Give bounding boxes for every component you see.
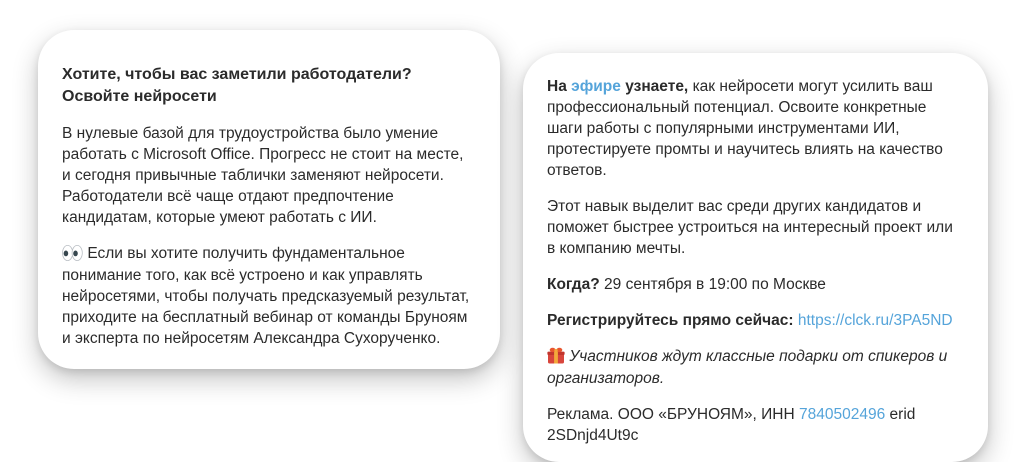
cta-paragraph [62,243,470,349]
intro-bold-end: узнаете, [625,78,689,95]
benefit-paragraph [547,196,962,259]
inn-link[interactable]: 7840502496 [799,405,886,423]
intro-rest-text: как нейросети могут усилить ваш профессиональный потенциал. Освоите конкретные шаги работы с популярными инструментами ИИ, протестируете промты и научитесь влиять на качество ответов. [547,78,943,179]
ad-disclaimer-line [547,404,962,446]
when-line [547,274,962,295]
intro-text: В нулевые базой для трудоустройства было умение работать с Microsoft Office. Прогресс не стоит на месте, и сегодня привычные таблички заменяют нейросети. Работодатели всё чаще отдают предпочтение кандидатам, которые умеют работать с ИИ. [62,125,464,226]
when-label: Когда? [547,276,600,293]
register-line [547,310,962,331]
intro-bold-start: На [547,78,567,95]
register-label: Регистрируйтесь прямо сейчас: [547,312,794,329]
gift-paragraph [547,346,962,389]
registration-link[interactable]: https://clck.ru/3PA5ND [797,312,953,329]
gift-emoji [547,347,565,368]
ad-prefix-text: Реклама. ООО «БРУНОЯМ», ИНН [547,405,795,423]
ad-suffix-text: erid 2SDnjd4Ut9c [547,405,916,444]
message-card-left [38,30,500,369]
message-card-right [523,53,988,462]
gift-note-text: Участников ждут классные подарки от спикеров и организаторов. [547,348,948,387]
webinar-intro-paragraph [547,76,962,181]
when-value: 29 сентября в 19:00 по Москве [604,276,826,293]
eyes-emoji [62,245,83,265]
benefit-text: Этот навык выделит вас среди других кандидатов и поможет быстрее устроиться на интересный проект или в компанию мечты. [547,198,953,257]
efire-link[interactable]: эфире [571,78,621,95]
post-title: Хотите, чтобы вас заметили работодатели? Освойте нейросети [62,66,412,105]
cta-text: Если вы хотите получить фундаментальное понимание того, как всё устроено и как управлять нейросетями, чтобы получать предсказуемый результат, приходите на бесплатный вебинар от команды Бруноям и эксперта по нейросетям Александра Сухорученко. [62,245,470,347]
intro-paragraph [62,123,470,228]
